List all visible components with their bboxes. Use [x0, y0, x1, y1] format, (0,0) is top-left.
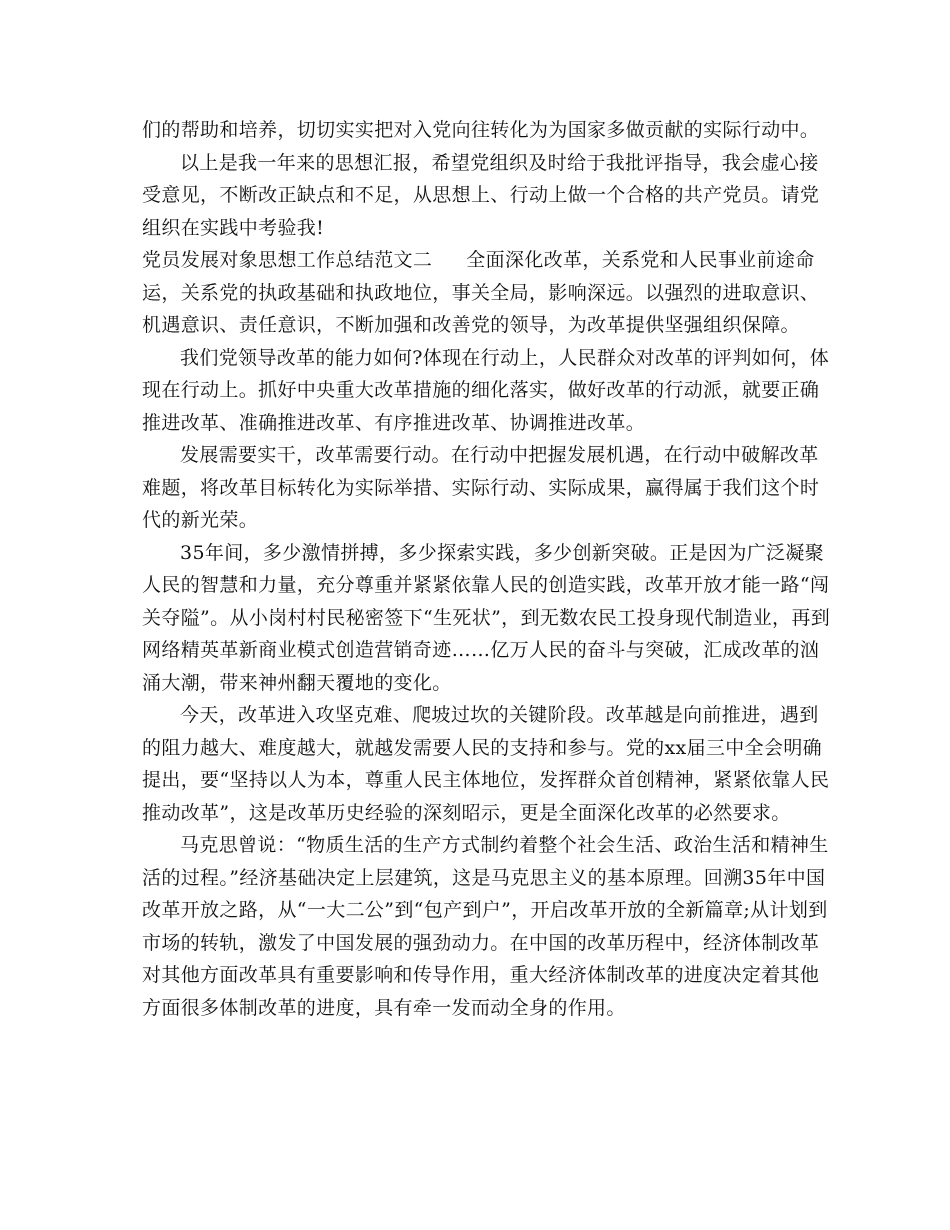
paragraph-text: 35年间，多少激情拼搏，多少探索实践，多少创新突破。正是因为广泛凝聚人民的智慧和力量，充分尊重并紧紧依靠人民的创造实践，改革开放才能一路“闯关夺隘”。从小岗村村民秘密签下“生死状”，到无数农民工投身现代制造业，再到网络精英革新商业模式创造营销奇迹……亿万人民的奋斗与突破，汇成改革的汹涌大潮，带来神州翻天覆地的变化。: [142, 541, 831, 694]
paragraph-today: [142, 699, 832, 829]
paragraph-text: 马克思曾说：“物质生活的生产方式制约着整个社会生活、政治生活和精神生活的过程。”经济基础决定上层建筑，这是马克思主义的基本原理。回溯35年中国改革开放之路，从“一大二公”到“包产到户”，开启改革开放的全新篇章;从计划到市场的转轨，激发了中国发展的强劲动力。在中国的改革历程中，经济体制改革对其他方面改革具有重要影响和传导作用，重大经济体制改革的进度决定着其他方面很多体制改革的进度，具有牵一发而动全身的作用。: [142, 834, 829, 1019]
paragraph-text: 发展需要实干，改革需要行动。在行动中把握发展机遇，在行动中破解改革难题，将改革目标转化为实际举措、实际行动、实际成果，赢得属于我们这个时代的新光荣。: [142, 444, 820, 531]
paragraph-text: 以上是我一年来的思想汇报，希望党组织及时给于我批评指导，我会虚心接受意见，不断改正缺点和不足，从思想上、行动上做一个合格的共产党员。请党组织在实践中考验我!: [142, 151, 820, 239]
document-body: [142, 114, 832, 1024]
section-heading: 党员发展对象思想工作总结范文二: [142, 249, 433, 271]
paragraph-text: 今天，改革进入攻坚克难、爬坡过坎的关键阶段。改革越是向前推进，遇到的阻力越大、难度越大，就越发需要人民的支持和参与。党的xx届三中全会明确提出，要“坚持以人为本，尊重人民主体地位，发挥群众首创精神，紧紧依靠人民推动改革”，这是改革历史经验的深刻昭示，更是全面深化改革的必然要求。: [142, 704, 830, 824]
paragraph-leadership: [142, 342, 832, 440]
paragraph-thirty-five-years: [142, 537, 832, 700]
paragraph-continuation: [142, 114, 832, 147]
paragraph-thought-report-closing: [142, 147, 832, 245]
paragraph-marx: [142, 829, 832, 1024]
paragraph-text: 们的帮助和培养，切切实实把对入党向往转化为为国家多做贡献的实际行动中。: [142, 119, 820, 141]
paragraph-text: 我们党领导改革的能力如何?体现在行动上，人民群众对改革的评判如何，体现在行动上。抓好中央重大改革措施的细化落实，做好改革的行动派，就要正确推进改革、准确推进改革、有序推进改革、协调推进改革。: [142, 346, 830, 434]
paragraph-action: [142, 439, 832, 537]
paragraph-summary-two: [142, 244, 832, 342]
paragraph-text: 全面深化改革，关系党和人民事业前途命运，关系党的执政基础和执政地位，事关全局，影响深远。以强烈的进取意识、机遇意识、责任意识，不断加强和改善党的领导，为改革提供坚强组织保障。: [142, 249, 820, 336]
